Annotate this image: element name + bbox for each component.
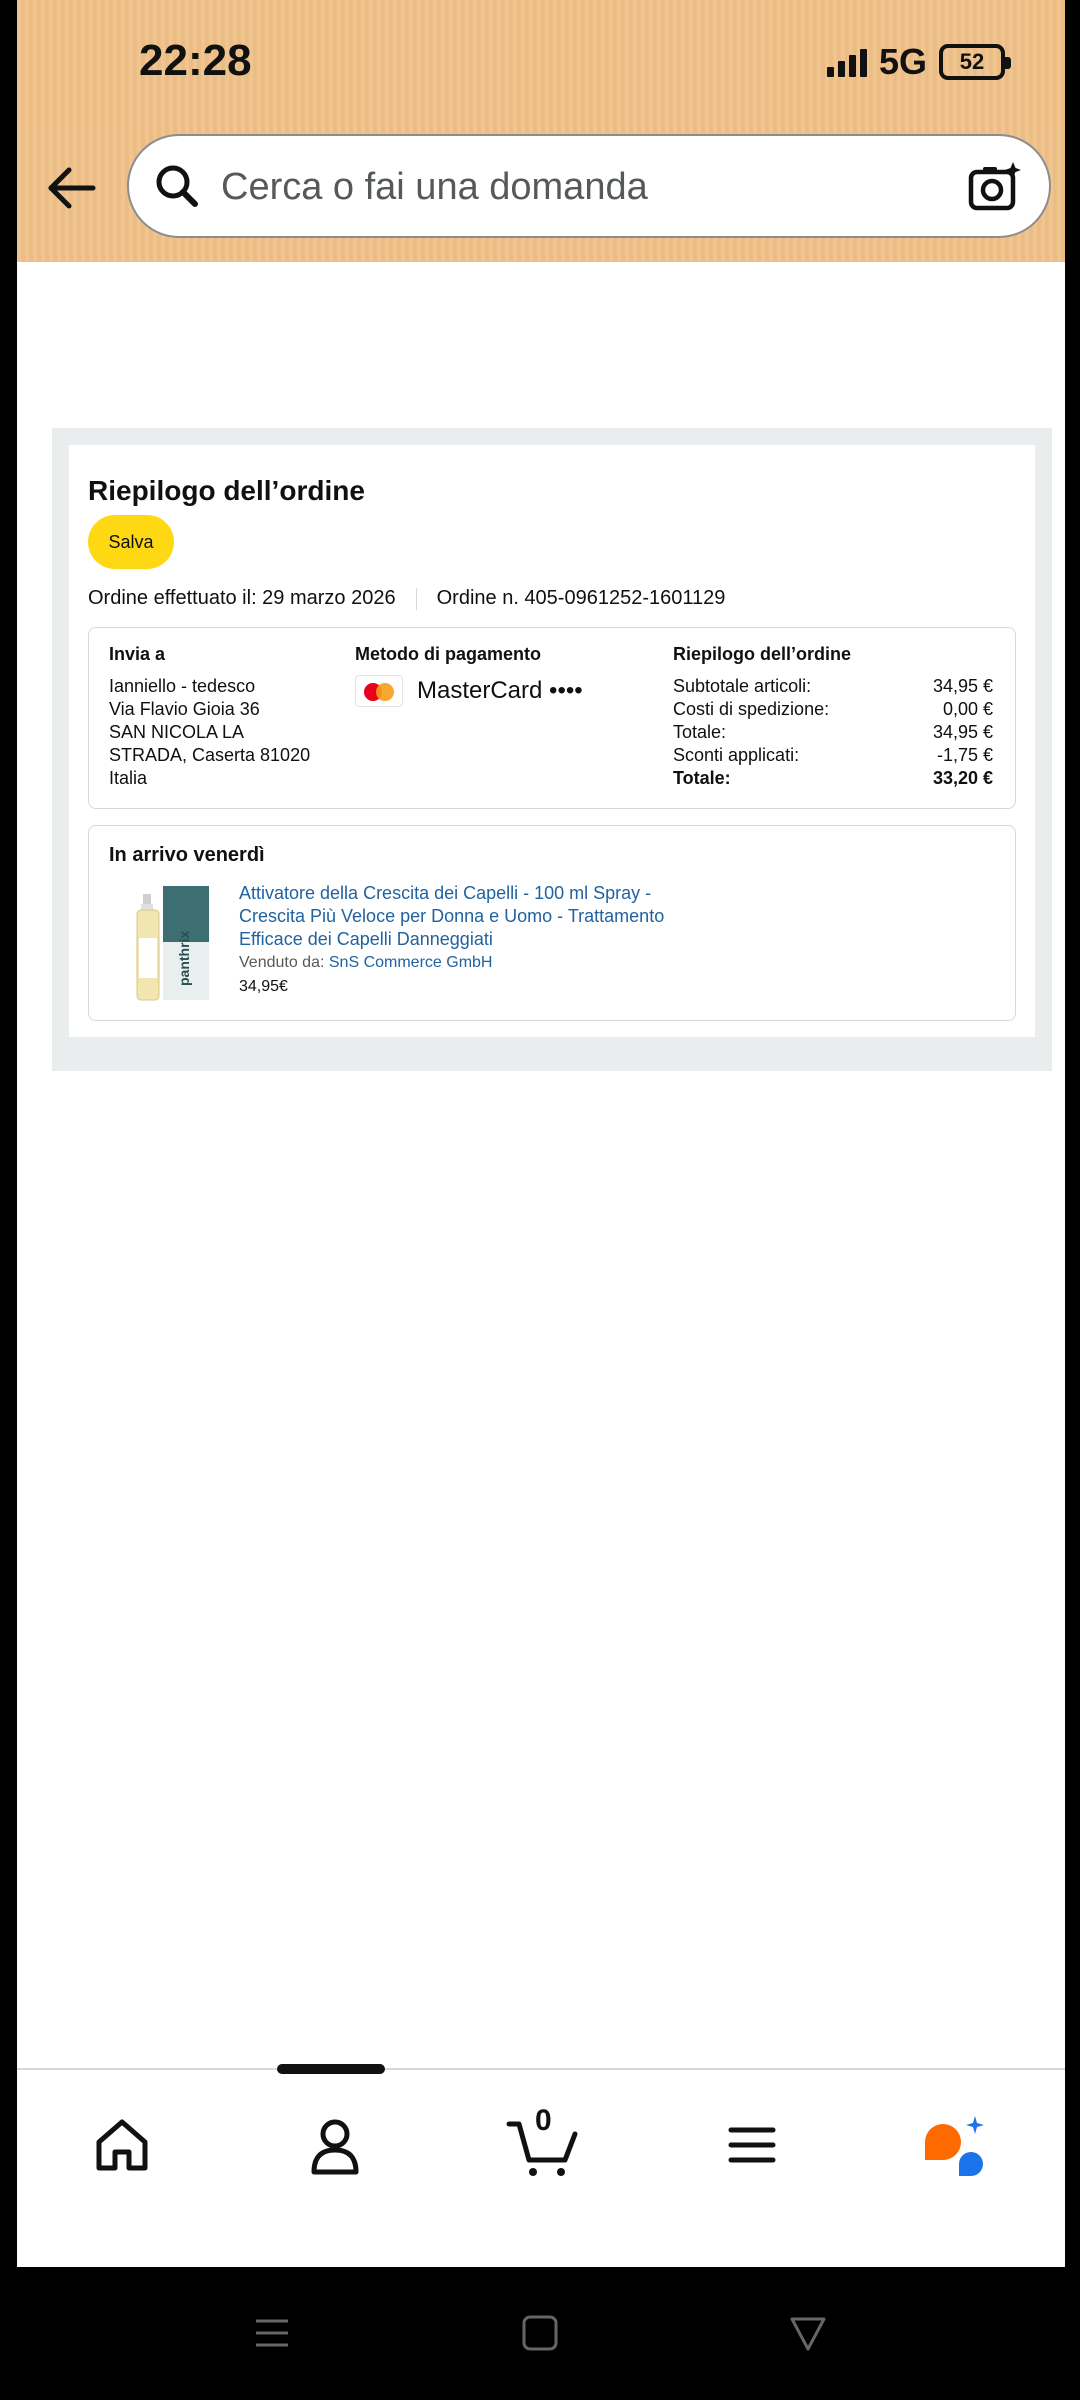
signal-icon [827,47,867,77]
home-icon[interactable] [87,2110,157,2180]
active-tab-indicator [277,2064,385,2074]
payment-column [355,644,583,707]
cart-button[interactable] [505,2104,575,2180]
order-info-box [88,627,1016,809]
product-title-link[interactable]: Attivatore della Crescita dei Capelli - 100 ml Spray - Crescita Più Veloce per Donna e Uomo - Trattamento Efficace dei Capelli Danneggiati [239,883,665,949]
meta-divider [416,588,417,610]
back-arrow-icon[interactable] [43,160,99,216]
save-button[interactable]: Salva [88,515,174,569]
system-navigation-bar [0,2267,1080,2400]
product-brand: panthrix [176,930,192,986]
order-summary-section [52,428,1052,1071]
seller-prefix: Venduto da: [239,954,325,971]
menu-icon[interactable] [717,2110,787,2180]
ship-to-title: Invia a [109,644,166,664]
address-line: Ianniello - tedesco [109,676,256,696]
search-icon [153,162,201,210]
product-image[interactable] [133,882,213,1004]
camera-search-icon[interactable] [965,158,1025,218]
battery-level: 52 [959,49,985,74]
product-price: 34,95€ [239,978,288,995]
address-line: SAN NICOLA LA [109,722,245,742]
status-time: 22:28 [139,36,252,85]
amazon-app [17,0,1065,2267]
order-summary-card [69,445,1035,1037]
search-placeholder: Cerca o fai una domanda [221,166,648,208]
payment-method [355,675,583,707]
totals-title: Riepilogo dell’ordine [673,644,852,664]
search-input[interactable] [127,134,1051,238]
account-icon[interactable] [300,2110,370,2180]
payment-title: Metodo di pagamento [355,644,541,664]
network-label: 5G [878,41,927,82]
order-meta [88,587,725,610]
mastercard-icon [355,675,403,707]
order-date: Ordine effettuato il: 29 marzo 2026 [88,587,396,609]
address-line: Via Flavio Gioia 36 [109,699,260,719]
order-summary-title: Riepilogo dell’ordine [88,475,365,506]
address-line: STRADA, Caserta 81020 [109,745,311,765]
battery-icon [939,44,1005,80]
bottom-navigation [17,2068,1065,2267]
totals-column [673,644,993,790]
discount-row: Sconti applicati: -1,75 € [673,745,993,765]
app-header [17,0,1065,262]
payment-method-label: MasterCard •••• [417,677,583,704]
home-button-icon[interactable] [518,2311,562,2355]
grand-total-row: Totale: 33,20 € [673,768,993,788]
cart-count: 0 [535,2104,552,2137]
seller-line [239,954,492,972]
shipping-row: Costi di spedizione: 0,00 € [673,699,993,719]
delivery-box [88,825,1016,1021]
rufus-icon[interactable] [919,2110,989,2180]
delivery-title: In arrivo venerdì [109,844,265,866]
subtotal-row: Subtotale articoli: 34,95 € [673,676,993,696]
order-number: Ordine n. 405-0961252-1601129 [436,587,726,609]
back-button-icon[interactable] [786,2311,830,2355]
ship-to-column [109,644,310,790]
seller-link[interactable]: SnS Commerce GmbH [328,954,493,971]
total-row: Totale: 34,95 € [673,722,993,742]
address-line: Italia [109,768,148,788]
recent-apps-icon[interactable] [250,2311,294,2355]
status-icons [827,38,1005,86]
